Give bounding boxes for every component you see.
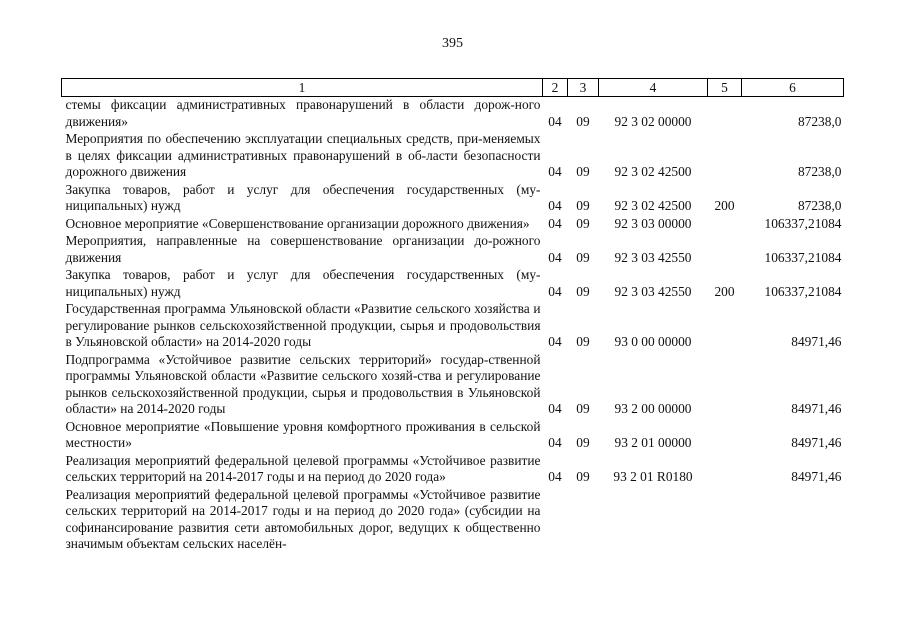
row-target-article-code: 92 3 03 00000 xyxy=(614,215,692,231)
table-row xyxy=(62,453,844,487)
table-row xyxy=(62,182,844,216)
row-section-code: 04 xyxy=(548,215,562,231)
row-target-article-code: 93 0 00 00000 xyxy=(614,334,692,349)
row-name-cell: стемы фиксации административных правонарушений в области дорож-ного движения» xyxy=(65,97,541,129)
row-target-article-code: 92 3 03 42550 xyxy=(614,283,692,299)
row-amount: 87238,0 xyxy=(797,113,842,129)
row-section-code: 04 xyxy=(548,113,562,129)
table-row xyxy=(62,352,844,419)
row-name-cell: Основное мероприятие «Повышение уровня комфортного проживания в сельской местности» xyxy=(65,418,541,450)
row-target-article-code: 93 2 01 00000 xyxy=(614,435,692,450)
row-amount: 106337,21084 xyxy=(764,215,842,231)
row-expense-type-code: 200 xyxy=(714,198,735,213)
row-name-cell: Реализация мероприятий федеральной целевой программы «Устойчивое развитие сельских территорий на 2014-2017 годы и на период до 2020 года» xyxy=(65,452,541,484)
row-subsection-code: 09 xyxy=(576,435,590,450)
row-subsection-code: 09 xyxy=(576,198,590,213)
row-name-cell: Мероприятия, направленные на совершенствование организации до-рожного движения xyxy=(65,233,541,265)
table-row xyxy=(62,419,844,453)
row-name-cell: Закупка товаров, работ и услуг для обеспечения государственных (му-ниципальных) нужд xyxy=(65,267,541,299)
row-amount: 87238,0 xyxy=(797,164,842,179)
row-subsection-code: 09 xyxy=(576,215,590,231)
column-header-5: 5 xyxy=(708,79,742,97)
row-expense-type-code xyxy=(708,233,742,267)
row-target-article-code: 92 3 02 00000 xyxy=(614,113,692,129)
row-section-code: 04 xyxy=(548,469,562,484)
column-header-4: 4 xyxy=(599,79,708,97)
row-amount: 84971,46 xyxy=(791,469,842,484)
row-subsection-code xyxy=(568,487,599,554)
row-subsection-code: 09 xyxy=(576,164,590,179)
row-section-code: 04 xyxy=(548,249,562,265)
row-expense-type-code xyxy=(708,131,742,182)
table-row xyxy=(62,97,844,132)
row-amount xyxy=(742,487,844,554)
row-target-article-code: 92 3 03 42550 xyxy=(614,249,692,265)
row-expense-type-code xyxy=(708,301,742,352)
column-header-1: 1 xyxy=(62,79,543,97)
table-row xyxy=(62,233,844,267)
row-expense-type-code xyxy=(708,352,742,419)
row-subsection-code: 09 xyxy=(576,283,590,299)
row-expense-type-code xyxy=(708,216,742,234)
row-expense-type-code xyxy=(708,487,742,554)
row-section-code: 04 xyxy=(548,435,562,450)
table-row xyxy=(62,267,844,301)
row-name-cell: Мероприятия по обеспечению эксплуатации специальных средств, при-меняемых в целях фиксации административных правонарушений в об-ласти безопасности дорожного движения xyxy=(65,131,541,179)
row-section-code: 04 xyxy=(548,283,562,299)
table-header-row xyxy=(62,79,844,97)
row-section-code: 04 xyxy=(548,164,562,179)
row-name-cell: Государственная программа Ульяновской области «Развитие сельского хозяйства и регулирование рынков сельскохозяйственной продукции, сырья и продовольствия в Ульяновской области» на 2014-2020 годы xyxy=(65,301,541,349)
row-amount: 106337,21084 xyxy=(764,283,842,299)
row-section-code: 04 xyxy=(548,334,562,349)
row-subsection-code: 09 xyxy=(576,401,590,416)
row-name-cell: Подпрограмма «Устойчивое развитие сельских территорий» государ-ственной программы Ульяновской области «Развитие сельского хозяй-ства и регулирование рынков сельскохозяйственной продукции, сырья и продовольствия в Ульяновской области» на 2014-2020 годы xyxy=(65,351,541,416)
row-amount: 106337,21084 xyxy=(764,249,842,265)
table-row xyxy=(62,301,844,352)
column-header-2: 2 xyxy=(543,79,568,97)
row-section-code: 04 xyxy=(548,401,562,416)
table-row xyxy=(62,131,844,182)
table-row xyxy=(62,487,844,554)
table-row xyxy=(62,216,844,234)
column-header-3: 3 xyxy=(568,79,599,97)
row-target-article-code: 92 3 02 42500 xyxy=(614,198,692,213)
row-subsection-code: 09 xyxy=(576,249,590,265)
row-target-article-code xyxy=(599,487,708,554)
row-section-code xyxy=(543,487,568,554)
page-number: 395 xyxy=(442,36,463,51)
row-name-cell: Закупка товаров, работ и услуг для обеспечения государственных (му-ниципальных) нужд xyxy=(65,181,541,213)
row-subsection-code: 09 xyxy=(576,469,590,484)
row-name-cell: Реализация мероприятий федеральной целевой программы «Устойчивое развитие сельских территорий на 2014-2017 годы и на период до 2020 года» (субсидии на софинансирование развития сети автомобильных дорог, ведущих к общественно значимым объектам сельских населён- xyxy=(65,486,541,551)
column-header-6: 6 xyxy=(742,79,844,97)
row-target-article-code: 93 2 00 00000 xyxy=(614,401,692,416)
row-target-article-code: 93 2 01 R0180 xyxy=(613,469,693,484)
row-expense-type-code: 200 xyxy=(714,283,735,299)
row-expense-type-code xyxy=(708,453,742,487)
row-amount: 84971,46 xyxy=(791,435,842,450)
row-amount: 84971,46 xyxy=(791,401,842,416)
row-section-code: 04 xyxy=(548,198,562,213)
row-target-article-code: 92 3 02 42500 xyxy=(614,164,692,179)
row-expense-type-code xyxy=(708,419,742,453)
row-amount: 87238,0 xyxy=(797,198,842,213)
row-subsection-code: 09 xyxy=(576,334,590,349)
row-name-cell: Основное мероприятие «Совершенствование организации дорожного движения» xyxy=(65,215,530,231)
row-subsection-code: 09 xyxy=(576,113,590,129)
row-expense-type-code xyxy=(708,97,742,132)
row-amount: 84971,46 xyxy=(791,334,842,349)
budget-table xyxy=(61,78,844,554)
